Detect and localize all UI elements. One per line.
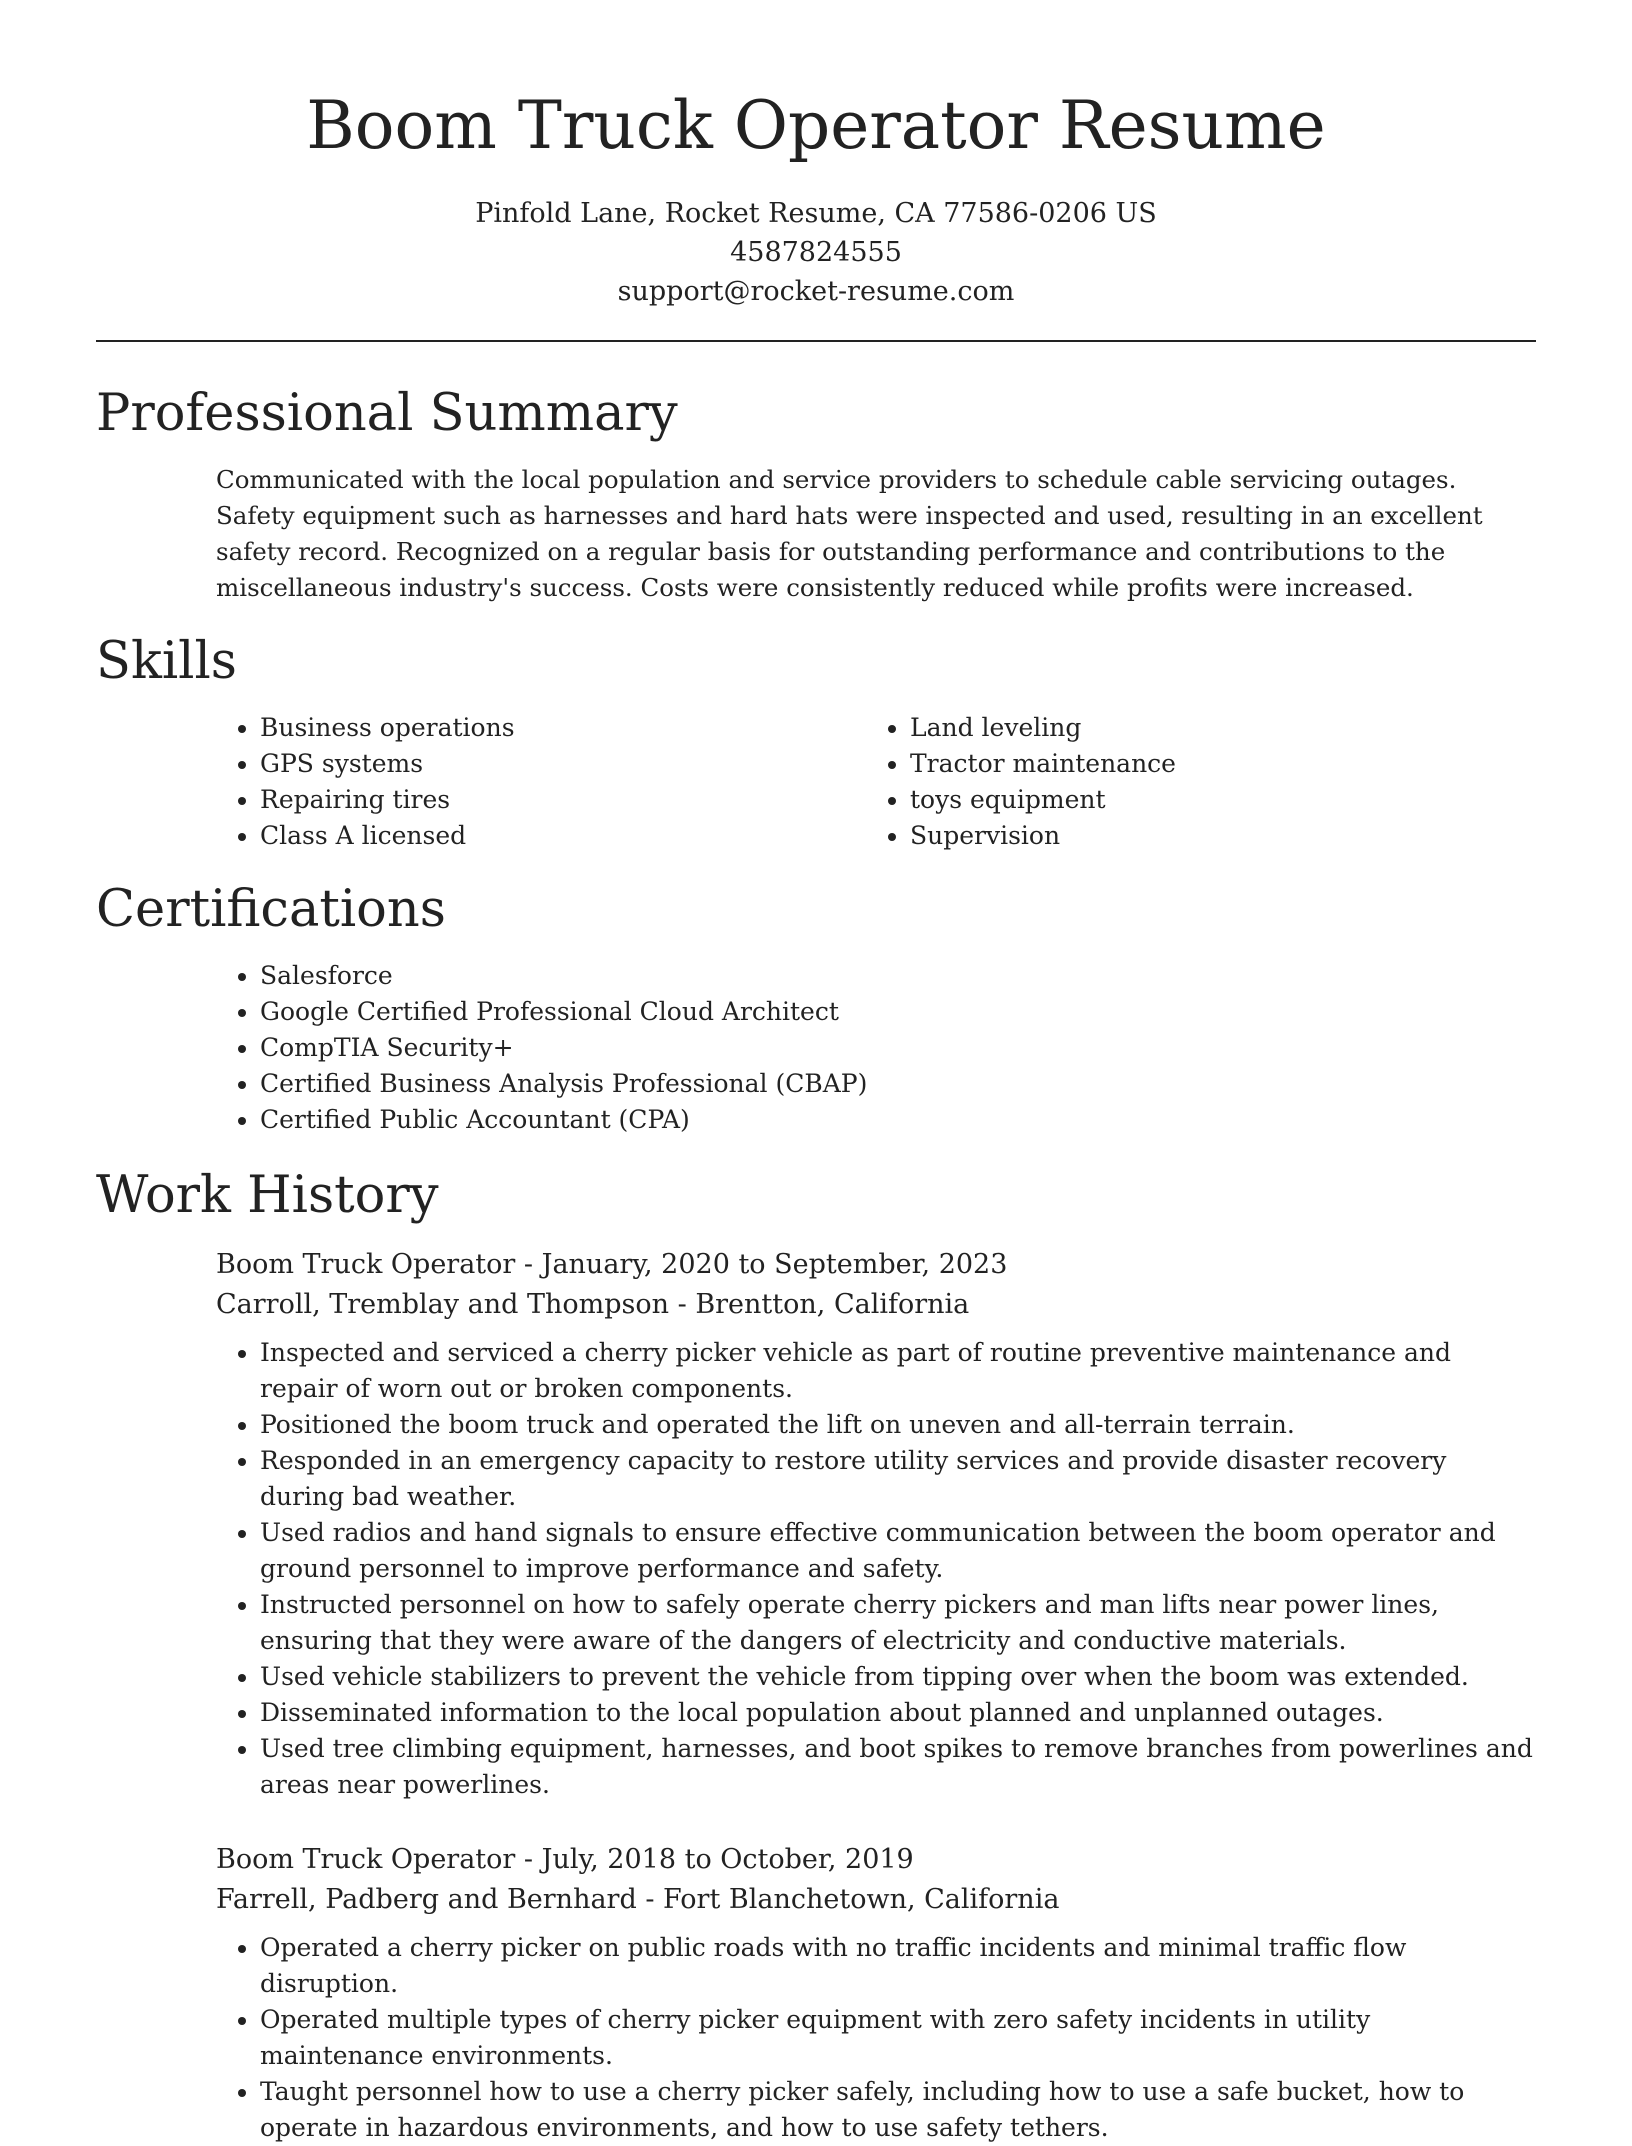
skills-heading: Skills — [96, 632, 237, 691]
job-role: Boom Truck Operator — [216, 1844, 516, 1875]
job-location: Fort Blanchetown, California — [663, 1884, 1060, 1915]
skill-item: • Class A licensed — [260, 818, 515, 854]
resume-header — [0, 0, 1632, 311]
certification-item: • CompTIA Security+ — [260, 1030, 867, 1066]
job-duties-list — [216, 1335, 1536, 1803]
certification-item: • Certified Public Accountant (CPA) — [260, 1102, 867, 1138]
summary-text: Communicated with the local population and service providers to schedule cable servicing outages. Safety equipment such as harnesses and hard hats were inspected and used, resulting in an excellent safety record. Recognized on a regular basis for outstanding performance and contributions to the miscellaneous industry's success. Costs were consistently reduced while profits were increased. — [216, 465, 1483, 602]
skill-item: • Tractor maintenance — [910, 746, 1176, 782]
certification-item: • Salesforce — [260, 958, 867, 994]
email: support@rocket-resume.com — [617, 276, 1015, 307]
certification-item: • Certified Business Analysis Professional (CBAP) — [260, 1066, 867, 1102]
job-company-line: Farrell, Padberg and Bernhard - Fort Blanchetown, California — [216, 1884, 1060, 1915]
job-duty: • Operated a cherry picker on public roads with no traffic incidents and minimal traffic flow disruption. — [260, 1930, 1536, 2002]
skills-list-right — [866, 710, 1176, 854]
job-duty: • Instructed personnel on how to safely operate cherry pickers and man lifts near power lines, ensuring that they were aware of the dangers of electricity and conductive materials. — [260, 1587, 1536, 1659]
skill-item: • Supervision — [910, 818, 1176, 854]
job-duty: • Responded in an emergency capacity to restore utility services and provide disaster recovery during bad weather. — [260, 1443, 1536, 1515]
job-duty: • Operated multiple types of cherry picker equipment with zero safety incidents in utility maintenance environments. — [260, 2002, 1536, 2074]
job-duty: • Used tree climbing equipment, harnesses, and boot spikes to remove branches from powerlines and areas near powerlines. — [260, 1731, 1536, 1803]
skill-item: • Repairing tires — [260, 782, 515, 818]
work-history-heading: Work History — [96, 1166, 439, 1225]
certification-item: • Google Certified Professional Cloud Architect — [260, 994, 867, 1030]
job-company: Farrell, Padberg and Bernhard — [216, 1884, 637, 1915]
job-entry — [216, 1245, 1536, 1803]
job-duty: • Positioned the boom truck and operated the lift on uneven and all-terrain terrain. — [260, 1407, 1536, 1443]
job-role: Boom Truck Operator — [216, 1249, 516, 1280]
resume-title: Boom Truck Operator Resume — [306, 87, 1326, 164]
job-entry — [216, 1840, 1536, 2146]
skills-list-left — [216, 710, 515, 854]
skill-item: • Business operations — [260, 710, 515, 746]
job-location: Brentton, California — [695, 1289, 970, 1320]
job-dates: January, 2020 to September, 2023 — [541, 1249, 1008, 1280]
job-role-line: Boom Truck Operator - January, 2020 to September, 2023 — [216, 1249, 1008, 1280]
skill-item: • GPS systems — [260, 746, 515, 782]
address: Pinfold Lane, Rocket Resume, CA 77586-0206 US — [475, 198, 1157, 229]
skill-item: • Land leveling — [910, 710, 1176, 746]
certifications-heading: Certifications — [96, 880, 446, 939]
job-duty: • Disseminated information to the local population about planned and unplanned outages. — [260, 1695, 1536, 1731]
job-duty: • Used vehicle stabilizers to prevent the vehicle from tipping over when the boom was extended. — [260, 1659, 1536, 1695]
job-company: Carroll, Tremblay and Thompson — [216, 1289, 670, 1320]
skill-item: • toys equipment — [910, 782, 1176, 818]
summary-heading: Professional Summary — [96, 384, 678, 443]
job-duty: • Used radios and hand signals to ensure effective communication between the boom operator and ground personnel to improve performance and safety. — [260, 1515, 1536, 1587]
job-company-line: Carroll, Tremblay and Thompson - Brentton, California — [216, 1289, 970, 1320]
job-duty: • Taught personnel how to use a cherry picker safely, including how to use a safe bucket, how to operate in hazardous environments, and how to use safety tethers. — [260, 2074, 1536, 2146]
phone: 4587824555 — [730, 237, 902, 268]
job-duty: • Inspected and serviced a cherry picker vehicle as part of routine preventive maintenance and repair of worn out or broken components. — [260, 1335, 1536, 1407]
job-duties-list — [216, 1930, 1536, 2146]
job-role-line: Boom Truck Operator - July, 2018 to October, 2019 — [216, 1844, 914, 1875]
certifications-list — [216, 958, 867, 1138]
job-dates: July, 2018 to October, 2019 — [541, 1844, 914, 1875]
header-divider — [96, 340, 1536, 342]
contact-info — [0, 194, 1632, 311]
